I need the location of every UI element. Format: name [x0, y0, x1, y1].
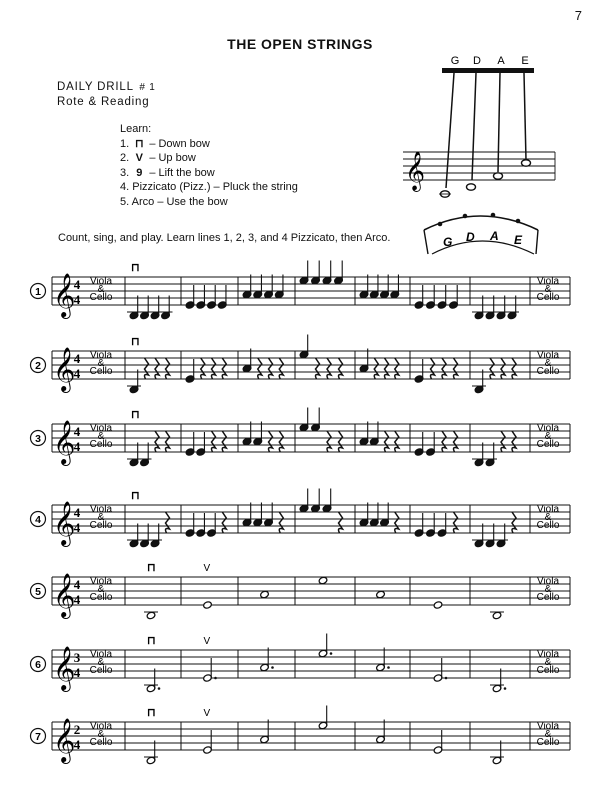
- quarter-rest-icon: [512, 512, 516, 533]
- up-bow-icon: V: [203, 563, 211, 574]
- staff-line-4: [31, 489, 571, 548]
- quarter-rest-icon: [258, 358, 262, 379]
- quarter-rest-icon: [166, 512, 170, 533]
- time-signature-top: 4: [73, 351, 81, 366]
- quarter-rest-icon: [327, 358, 331, 379]
- time-signature-top: 4: [73, 505, 81, 520]
- string-label: A: [497, 55, 505, 67]
- learn-item: 5. Arco – Use the bow: [120, 195, 228, 208]
- quarter-rest-icon: [501, 358, 505, 379]
- staff-line-7: [31, 706, 571, 765]
- treble-clef-icon: 𝄞: [405, 151, 426, 191]
- line-number: 5: [35, 586, 41, 598]
- learn-heading: Learn:: [120, 123, 152, 135]
- instrument-label: Viola & Cello: [536, 721, 560, 748]
- quarter-rest-icon: [385, 358, 389, 379]
- quarter-rest-icon: [212, 358, 216, 379]
- treble-clef-icon: 𝄞: [53, 501, 76, 545]
- treble-clef-icon: 𝄞: [53, 718, 76, 762]
- quarter-rest-icon: [222, 512, 226, 533]
- note-head: [203, 601, 213, 609]
- treble-clef-icon: 𝄞: [53, 347, 76, 391]
- staff-line-3: [31, 408, 571, 467]
- quarter-rest-icon: [279, 431, 283, 452]
- down-bow-icon: ⊓: [147, 635, 156, 647]
- line-number: 7: [35, 731, 41, 743]
- up-bow-icon: V: [135, 152, 143, 164]
- treble-clef-icon: 𝄞: [53, 573, 76, 617]
- quarter-rest-icon: [316, 358, 320, 379]
- instrument-label: Viola & Cello: [89, 649, 113, 676]
- instrument-label: Viola & Cello: [89, 721, 113, 748]
- instrument-label: Viola & Cello: [536, 423, 560, 450]
- quarter-rest-icon: [339, 431, 343, 452]
- arc-label: E: [514, 233, 523, 247]
- quarter-rest-icon: [222, 358, 226, 379]
- staff-line-1: [31, 261, 571, 320]
- string-line: [472, 73, 476, 180]
- down-bow-icon: ⊓: [147, 562, 156, 574]
- instrument-label: Viola & Cello: [536, 504, 560, 531]
- string-line: [498, 73, 500, 172]
- drill-number: # 1: [139, 82, 156, 93]
- instrument-label: Viola & Cello: [536, 576, 560, 603]
- line-number: 1: [35, 286, 41, 298]
- drill-heading: DAILY DRILL: [57, 81, 134, 93]
- instructions: Count, sing, and play. Learn lines 1, 2, 3, and 4 Pizzicato, then Arco.: [58, 232, 391, 244]
- note-head: [260, 590, 270, 598]
- quarter-rest-icon: [454, 431, 458, 452]
- time-signature-bottom: 4: [73, 665, 81, 680]
- instrument-label: Viola & Cello: [89, 350, 113, 377]
- note-head: [376, 590, 386, 598]
- time-signature-top: 4: [73, 577, 81, 592]
- quarter-rest-icon: [279, 358, 283, 379]
- quarter-rest-icon: [385, 431, 389, 452]
- down-bow-icon: ⊓: [131, 490, 140, 502]
- note-head: [318, 576, 328, 584]
- line-number: 6: [35, 659, 41, 671]
- page-number: 7: [574, 8, 582, 23]
- quarter-rest-icon: [269, 358, 273, 379]
- arc-label: G: [443, 235, 453, 249]
- quarter-rest-icon: [512, 358, 516, 379]
- time-signature-bottom: 4: [73, 592, 81, 607]
- staff-line-6: [31, 634, 571, 693]
- quarter-rest-icon: [279, 512, 283, 533]
- instrument-label: Viola & Cello: [89, 423, 113, 450]
- time-signature-bottom: 4: [73, 737, 81, 752]
- string-label: E: [521, 55, 529, 67]
- down-bow-icon: ⊓: [131, 409, 140, 421]
- note-head: [492, 611, 502, 619]
- quarter-rest-icon: [454, 358, 458, 379]
- instrument-label: Viola & Cello: [536, 649, 560, 676]
- time-signature-bottom: 4: [73, 439, 81, 454]
- time-signature-top: 4: [73, 424, 81, 439]
- down-bow-icon: ⊓: [134, 137, 144, 150]
- instrument-label: Viola & Cello: [89, 504, 113, 531]
- quarter-rest-icon: [222, 431, 226, 452]
- time-signature-bottom: 4: [73, 520, 81, 535]
- string-label: G: [450, 55, 460, 67]
- quarter-rest-icon: [395, 512, 399, 533]
- down-bow-icon: ⊓: [147, 707, 156, 719]
- quarter-rest-icon: [512, 431, 516, 452]
- treble-clef-icon: 𝄞: [53, 646, 76, 690]
- quarter-rest-icon: [166, 431, 170, 452]
- note-head: [146, 611, 156, 619]
- time-signature-top: 4: [73, 277, 81, 292]
- time-signature-bottom: 4: [73, 366, 81, 381]
- quarter-rest-icon: [501, 431, 505, 452]
- drill-subtitle: Rote & Reading: [57, 96, 150, 108]
- quarter-rest-icon: [395, 431, 399, 452]
- quarter-rest-icon: [442, 431, 446, 452]
- staff-line-2: [31, 335, 571, 394]
- lift-bow-icon: 9: [136, 166, 143, 179]
- treble-clef-icon: 𝄞: [53, 273, 76, 317]
- instrument-label: Viola & Cello: [89, 576, 113, 603]
- string-label: D: [473, 55, 481, 67]
- string-line: [446, 73, 454, 188]
- quarter-rest-icon: [339, 512, 343, 533]
- time-signature-top: 2: [73, 722, 81, 737]
- learn-item: 3. 9 – Lift the bow: [120, 166, 215, 179]
- quarter-rest-icon: [145, 358, 149, 379]
- instrument-label: Viola & Cello: [536, 276, 560, 303]
- quarter-rest-icon: [212, 431, 216, 452]
- time-signature-bottom: 4: [73, 292, 81, 307]
- instrument-label: Viola & Cello: [89, 276, 113, 303]
- line-number: 3: [35, 433, 41, 445]
- treble-clef-icon: 𝄞: [53, 420, 76, 464]
- quarter-rest-icon: [431, 358, 435, 379]
- quarter-rest-icon: [327, 431, 331, 452]
- learn-item: 2. V – Up bow: [120, 152, 196, 164]
- quarter-rest-icon: [454, 512, 458, 533]
- quarter-rest-icon: [339, 358, 343, 379]
- strings-diagram: [403, 55, 555, 254]
- quarter-rest-icon: [395, 358, 399, 379]
- quarter-rest-icon: [374, 358, 378, 379]
- staff-line-5: [31, 562, 571, 620]
- up-bow-icon: V: [203, 636, 211, 647]
- quarter-rest-icon: [155, 358, 159, 379]
- down-bow-icon: ⊓: [131, 262, 140, 274]
- time-signature-top: 3: [73, 650, 81, 665]
- quarter-rest-icon: [155, 431, 159, 452]
- line-number: 4: [35, 514, 41, 526]
- note-head: [433, 601, 443, 609]
- quarter-rest-icon: [442, 358, 446, 379]
- quarter-rest-icon: [201, 358, 205, 379]
- instrument-label: Viola & Cello: [536, 350, 560, 377]
- nut: [442, 68, 534, 73]
- quarter-rest-icon: [490, 358, 494, 379]
- page-title: THE OPEN STRINGS: [227, 36, 373, 52]
- up-bow-icon: V: [203, 708, 211, 719]
- arc-label: D: [466, 230, 475, 244]
- quarter-rest-icon: [166, 358, 170, 379]
- string-line: [524, 73, 526, 160]
- learn-item: 1. ⊓ – Down bow: [120, 137, 210, 150]
- down-bow-icon: ⊓: [131, 336, 140, 348]
- line-number: 2: [35, 360, 41, 372]
- learn-item: 4. Pizzicato (Pizz.) – Pluck the string: [120, 181, 298, 193]
- quarter-rest-icon: [269, 431, 273, 452]
- arc-label: A: [490, 229, 499, 243]
